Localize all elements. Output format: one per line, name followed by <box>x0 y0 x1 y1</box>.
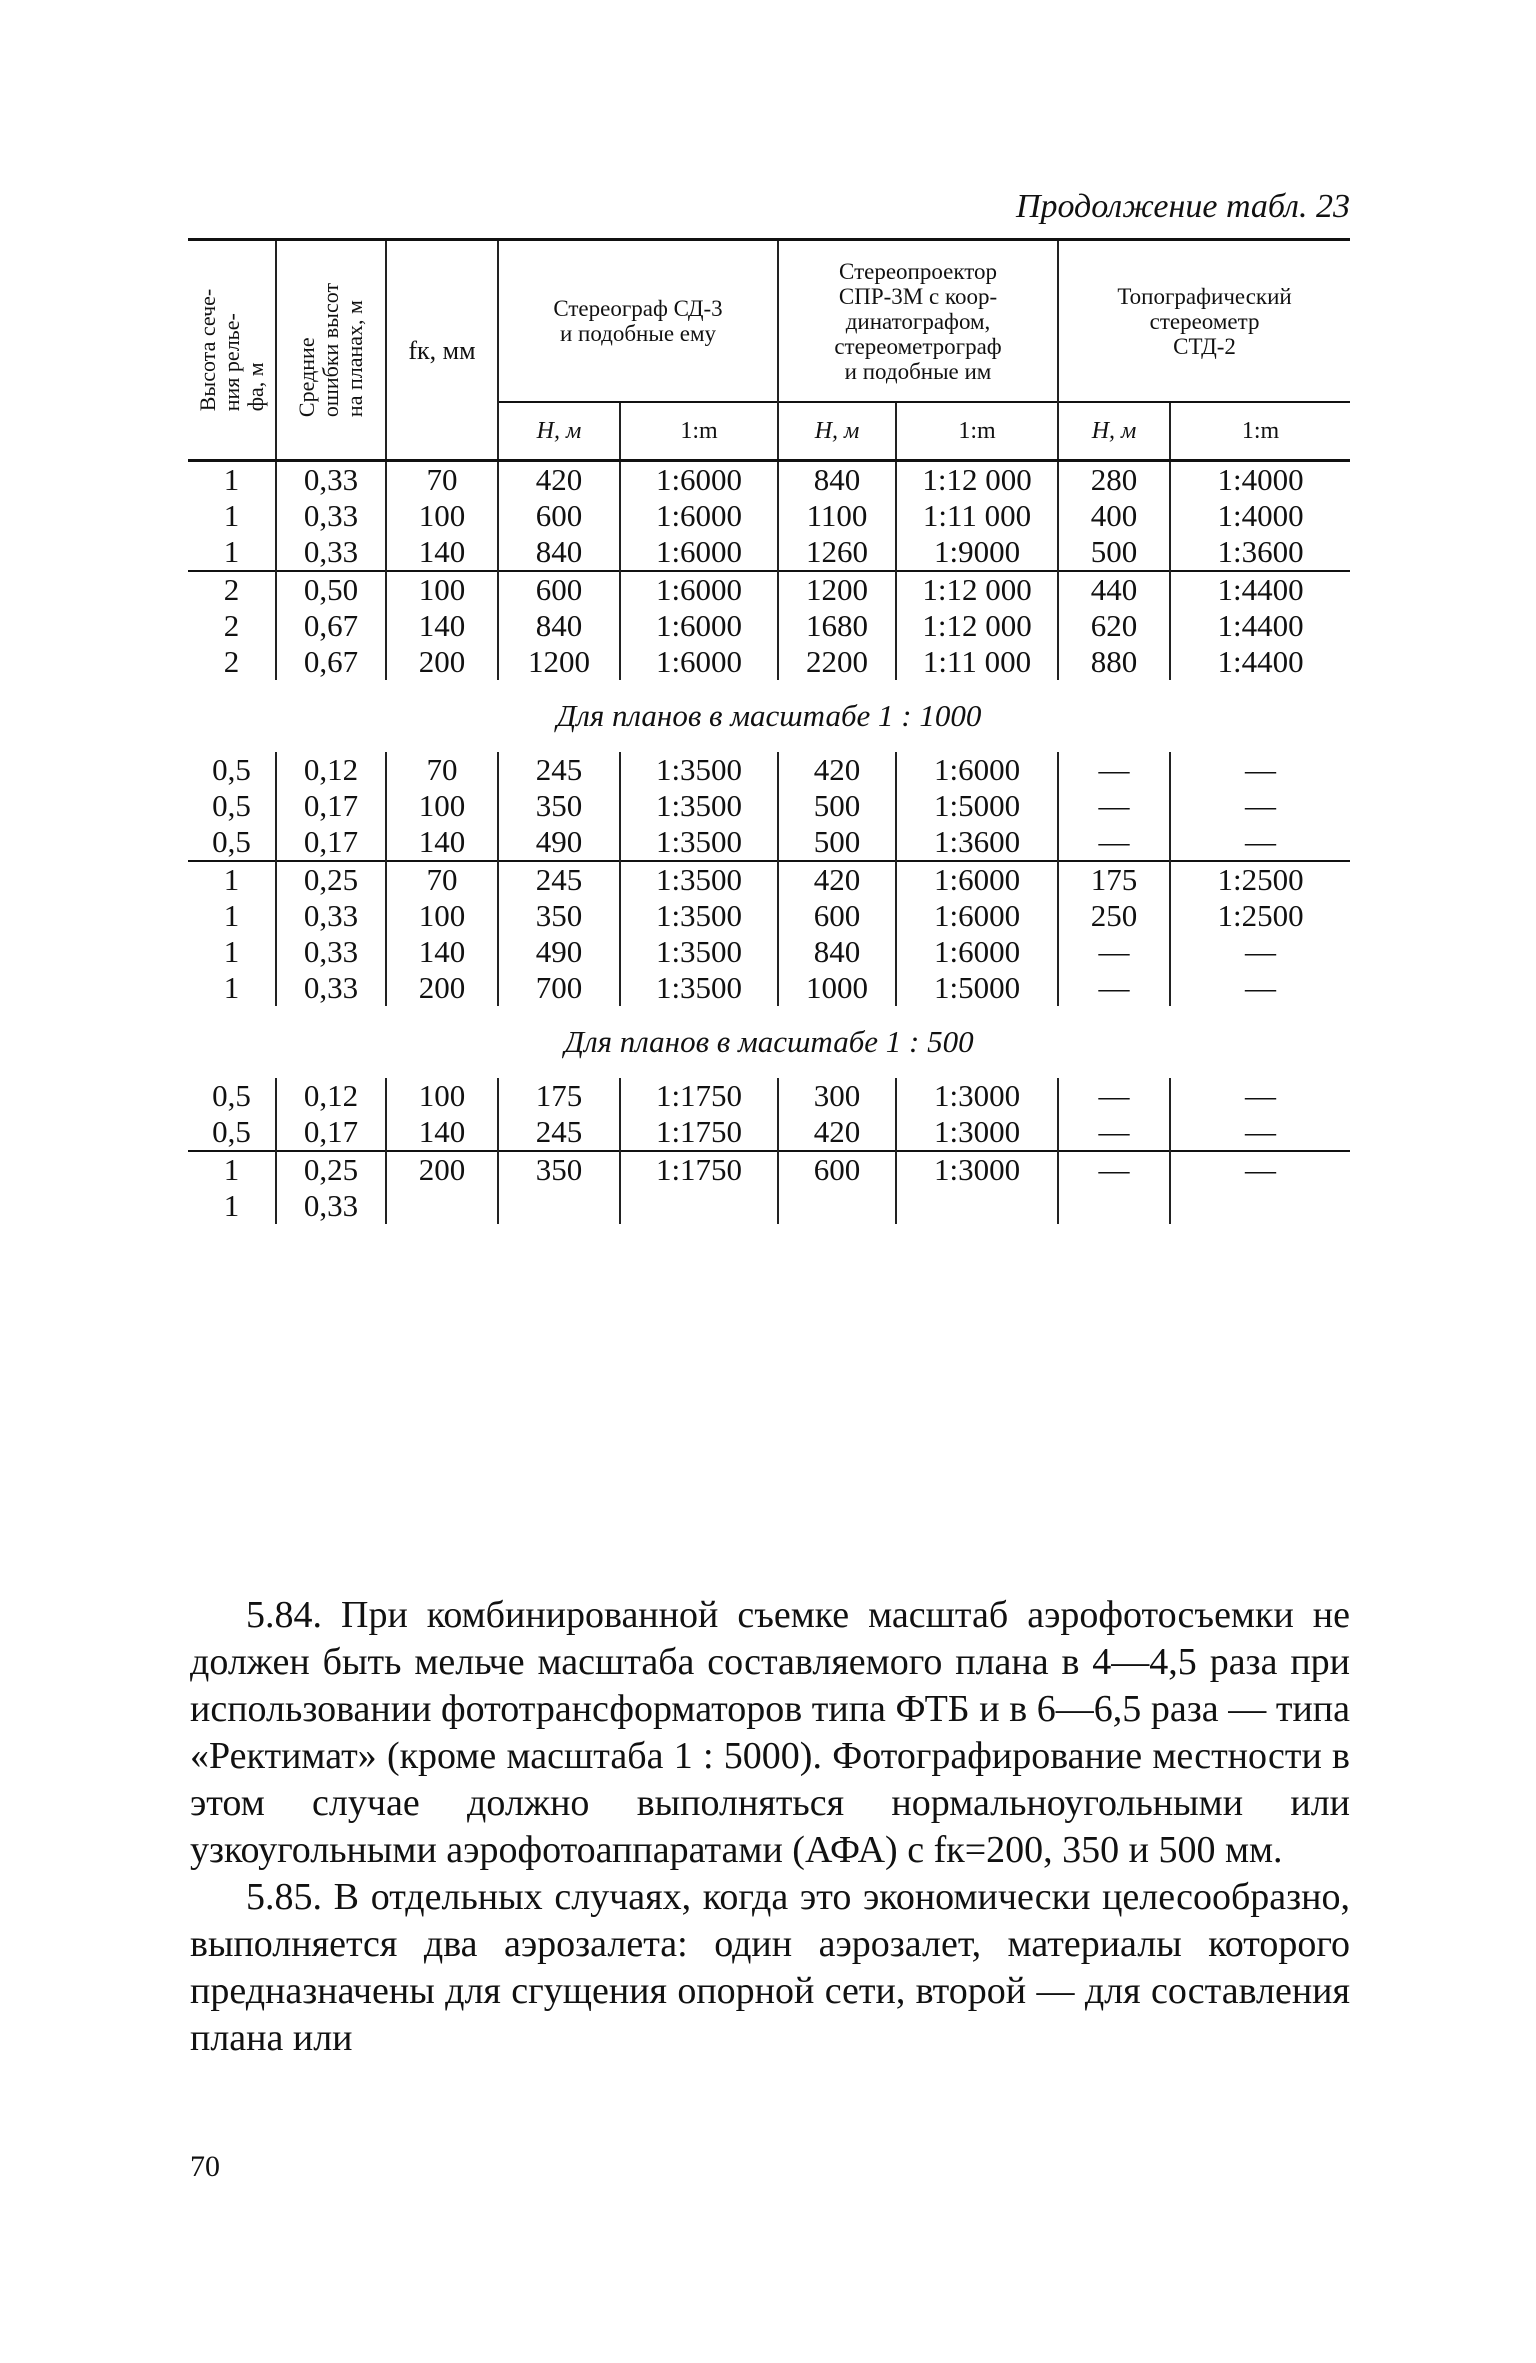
table-cell: 2 <box>223 572 240 607</box>
table-cell-column-7 <box>1058 861 1170 1006</box>
table-cell-column-1 <box>276 1078 386 1151</box>
table-row-group <box>188 571 1350 680</box>
table-cell: — <box>1245 970 1277 1005</box>
table-cell: 0,25 <box>303 1152 359 1187</box>
table-cell: 200 <box>418 970 466 1005</box>
table-cell-column-3 <box>498 461 620 572</box>
table-row-group <box>188 752 1350 861</box>
table-cell: 1:6000 <box>655 534 743 569</box>
table-cell: 1 <box>223 970 240 1005</box>
table-cell: 0,33 <box>303 934 359 969</box>
table-cell-column-4 <box>620 1078 778 1151</box>
paragraph-5-85: 5.85. В отдельных случаях, когда это экономически целесообразно, выполняется два аэрозалета: один аэрозалет, материалы которого предназначены для сгущения опорной сети, второй — для составления плана или <box>190 1876 1350 2059</box>
table-cell: 100 <box>418 898 466 933</box>
subheader-H: Н, м <box>498 402 620 461</box>
subheader-scale: 1:m <box>1170 402 1350 461</box>
table-cell: 1:3600 <box>933 824 1021 859</box>
table-cell: 1100 <box>806 498 868 533</box>
table-cell: 620 <box>1090 608 1138 643</box>
table-cell: 0,67 <box>303 644 359 679</box>
table-cell-column-7 <box>1058 571 1170 680</box>
table-cell: 490 <box>535 824 583 859</box>
table-cell: 1:12 000 <box>922 462 1032 497</box>
table-cell: 1:4000 <box>1217 498 1304 533</box>
table-cell-column-3 <box>498 861 620 1006</box>
table-cell: 400 <box>1090 498 1138 533</box>
caption-text: Для планов в масштабе 1 : 1000 <box>556 698 982 733</box>
table-cell: 420 <box>813 752 861 787</box>
table-cell: 350 <box>535 1152 583 1187</box>
table-row-group <box>188 461 1350 572</box>
table-cell: 280 <box>1090 462 1138 497</box>
table-cell-column-4 <box>620 752 778 861</box>
table-cell: 350 <box>535 898 583 933</box>
table-cell-column-7 <box>1058 461 1170 572</box>
table-cell: 200 <box>418 1152 466 1187</box>
table-cell <box>1171 1188 1350 1224</box>
table-cell: 1:4400 <box>1217 572 1304 607</box>
table-cell: 1:3500 <box>655 898 743 933</box>
table-cell: 245 <box>535 1114 583 1149</box>
table-cell-column-5 <box>778 571 896 680</box>
header-fk: fк, мм <box>386 240 498 461</box>
paragraph-5-84: 5.84. При комбинированной съемке масштаб аэрофотосъемки не должен быть мельче масштаба составляемого плана в 4—4,5 раза при использовании фототрансформаторов типа ФТБ и в 6—6,5 раза — типа «Ректимат» (кроме масштаба 1 : 5000). Фотографирование местности в этом случае должно выполняться нормальноугольными или узкоугольными аэрофотоаппаратами (АФА) с fк=200, 350 и 500 мм. <box>190 1594 1350 1871</box>
table-cell: 245 <box>535 752 583 787</box>
table-cell: 0,67 <box>303 608 359 643</box>
table-cell: 100 <box>418 572 466 607</box>
table-cell: 200 <box>418 644 466 679</box>
table-cell: 1 <box>223 462 240 497</box>
subheader-H: Н, м <box>778 402 896 461</box>
table-cell: — <box>1245 1152 1277 1187</box>
table-cell: 0,33 <box>303 534 359 569</box>
table-cell: 1:3500 <box>655 934 743 969</box>
table-cell-column-6 <box>896 1078 1058 1151</box>
table-cell: 500 <box>1090 534 1138 569</box>
table-cell-column-5 <box>778 752 896 861</box>
table-cell-column-1 <box>276 461 386 572</box>
table-cell: 1 <box>223 1152 240 1187</box>
table-cell: 0,33 <box>303 498 359 533</box>
table-cell: 0,12 <box>303 752 359 787</box>
header-instrument-1: Стереограф СД-3 и подобные ему <box>498 240 778 403</box>
table-cell <box>1059 1188 1169 1224</box>
table-cell: 1:4400 <box>1217 608 1304 643</box>
table-cell: 0,5 <box>212 1078 251 1113</box>
table-cell-column-2 <box>386 1078 498 1151</box>
table-cell: 1:6000 <box>933 862 1021 897</box>
table-cell: — <box>1098 1152 1130 1187</box>
table-cell-column-6 <box>896 752 1058 861</box>
table-cell: 1:3000 <box>933 1114 1021 1149</box>
table-cell-column-5 <box>778 1151 896 1224</box>
table-cell: 500 <box>813 788 861 823</box>
table-cell: 0,17 <box>303 824 359 859</box>
table-cell: 1:2500 <box>1217 898 1304 933</box>
table-cell: 1:11 000 <box>922 498 1032 533</box>
table-cell: — <box>1098 752 1130 787</box>
table-cell-column-8 <box>1170 1151 1350 1224</box>
table-cell: 880 <box>1090 644 1138 679</box>
table-cell: 0,33 <box>303 898 359 933</box>
table-cell: 1:4400 <box>1217 644 1304 679</box>
table-cell: — <box>1245 1114 1277 1149</box>
table-cell: 1 <box>223 898 240 933</box>
table-cell-column-2 <box>386 861 498 1006</box>
table-cell: 1:3500 <box>655 862 743 897</box>
table-cell: 100 <box>418 498 466 533</box>
table-cell: 1:11 000 <box>922 644 1032 679</box>
table-cell-column-6 <box>896 461 1058 572</box>
table-cell-column-0 <box>188 461 276 572</box>
table-cell: 840 <box>535 608 583 643</box>
table-cell: 1:3000 <box>933 1078 1021 1113</box>
table-cell-column-0 <box>188 1151 276 1224</box>
table-cell-column-5 <box>778 1078 896 1151</box>
table-cell-column-0 <box>188 861 276 1006</box>
table-cell: 0,50 <box>303 572 359 607</box>
table-cell: 1:1750 <box>655 1152 743 1187</box>
table-cell-column-8 <box>1170 752 1350 861</box>
table-row-group <box>188 1151 1350 1224</box>
table-cell: 1 <box>223 934 240 969</box>
table-cell: 420 <box>813 1114 861 1149</box>
table-cell-column-2 <box>386 461 498 572</box>
table-cell: 0,33 <box>303 462 359 497</box>
table-cell-column-1 <box>276 752 386 861</box>
table-cell-column-3 <box>498 571 620 680</box>
table-cell: 0,25 <box>303 862 359 897</box>
table-cell: 1 <box>223 534 240 569</box>
table-cell: 1:5000 <box>933 970 1021 1005</box>
table-cell: 840 <box>535 534 583 569</box>
table-cell: 1:6000 <box>933 752 1021 787</box>
table-cell: 1 <box>223 1188 240 1223</box>
table-cell-column-7 <box>1058 1151 1170 1224</box>
table-cell-column-1 <box>276 1151 386 1224</box>
table-cell: 70 <box>426 462 458 497</box>
table-cell: — <box>1098 970 1130 1005</box>
table-cell-column-4 <box>620 1151 778 1224</box>
table-cell: 300 <box>813 1078 861 1113</box>
table-cell: 440 <box>1090 572 1138 607</box>
table-cell: — <box>1245 1078 1277 1113</box>
table-cell: 140 <box>418 534 466 569</box>
table-cell-column-6 <box>896 861 1058 1006</box>
table-cell: 175 <box>1090 862 1138 897</box>
table-cell-column-3 <box>498 1151 620 1224</box>
table-cell <box>499 1188 619 1224</box>
table-cell: 1:3500 <box>655 970 743 1005</box>
table-cell: 1:9000 <box>933 534 1021 569</box>
table-cell-column-8 <box>1170 861 1350 1006</box>
table-cell: — <box>1098 788 1130 823</box>
table-cell: — <box>1098 934 1130 969</box>
table-cell: 1:1750 <box>655 1078 743 1113</box>
header-instrument-2: Стереопроектор СПР-3М с коор- динатографом, стереометрограф и подобные им <box>778 240 1058 403</box>
table-cell-column-6 <box>896 571 1058 680</box>
table-cell: 1:3500 <box>655 788 743 823</box>
table-cell: — <box>1245 934 1277 969</box>
table-cell-column-0 <box>188 1078 276 1151</box>
table-cell <box>621 1188 777 1224</box>
table-cell: 700 <box>535 970 583 1005</box>
table-cell <box>897 1188 1057 1224</box>
table-cell: 2 <box>223 644 240 679</box>
table-cell-column-4 <box>620 571 778 680</box>
table-cell: 140 <box>418 934 466 969</box>
table-cell: 1:6000 <box>655 644 743 679</box>
table-cell: 0,5 <box>212 824 251 859</box>
table-cell: 1:3000 <box>933 1152 1021 1187</box>
table-cell: 100 <box>418 788 466 823</box>
table-cell-column-8 <box>1170 571 1350 680</box>
table-cell: 420 <box>535 462 583 497</box>
table-continuation-label: Продолжение табл. 23 <box>1015 188 1350 225</box>
table-cell: 1:6000 <box>655 462 743 497</box>
table-cell: 1200 <box>806 572 869 607</box>
table-section-caption <box>188 680 1350 752</box>
table-cell <box>779 1188 895 1224</box>
table-cell-column-4 <box>620 461 778 572</box>
table-cell: 1:4000 <box>1217 462 1304 497</box>
table-cell: — <box>1098 1114 1130 1149</box>
table-cell: 140 <box>418 824 466 859</box>
table-cell: 245 <box>535 862 583 897</box>
caption-text: Для планов в масштабе 1 : 500 <box>564 1024 974 1059</box>
table-cell: 1:12 000 <box>922 608 1032 643</box>
table-cell-column-2 <box>386 1151 498 1224</box>
table-cell-column-8 <box>1170 1078 1350 1151</box>
table-cell-column-2 <box>386 571 498 680</box>
table-cell-column-8 <box>1170 461 1350 572</box>
table-cell: — <box>1245 752 1277 787</box>
table-cell-column-3 <box>498 1078 620 1151</box>
table-cell: 2200 <box>806 644 869 679</box>
table-cell: 70 <box>426 752 458 787</box>
table-cell: 250 <box>1090 898 1138 933</box>
table-cell: 100 <box>418 1078 466 1113</box>
table-cell: 840 <box>813 462 861 497</box>
page-number: 70 <box>190 2150 220 2183</box>
table-cell-column-1 <box>276 571 386 680</box>
table-cell <box>387 1188 497 1224</box>
header-errors: Средние ошибки высот на планах, м <box>276 240 386 461</box>
table-cell: 1 <box>223 498 240 533</box>
table-cell: 70 <box>426 862 458 897</box>
table-cell-column-0 <box>188 752 276 861</box>
table-cell: — <box>1245 824 1277 859</box>
table-cell: 1:3600 <box>1217 534 1304 569</box>
table-cell: 0,5 <box>212 788 251 823</box>
table-cell: 1:2500 <box>1217 862 1304 897</box>
table-cell-column-3 <box>498 752 620 861</box>
header-height: Высота сече- ния релье- фа, м <box>188 240 276 461</box>
table-cell: 1:6000 <box>933 934 1021 969</box>
body-text <box>190 1592 1350 2062</box>
table-cell: 1:6000 <box>655 572 743 607</box>
table-section-caption <box>188 1006 1350 1078</box>
table-cell: 1000 <box>806 970 869 1005</box>
table-cell: 175 <box>535 1078 583 1113</box>
table-cell-column-0 <box>188 571 276 680</box>
table-cell: 500 <box>813 824 861 859</box>
data-table <box>188 238 1350 1224</box>
table-cell-column-5 <box>778 861 896 1006</box>
table-cell-column-1 <box>276 861 386 1006</box>
table-cell: 1:6000 <box>655 498 743 533</box>
table-cell: 1260 <box>806 534 869 569</box>
table-cell-column-7 <box>1058 752 1170 861</box>
table-cell: 1 <box>223 862 240 897</box>
table-cell-column-2 <box>386 752 498 861</box>
table-cell: 0,33 <box>303 1188 359 1223</box>
table-cell: 1:5000 <box>933 788 1021 823</box>
table-cell: 600 <box>535 498 583 533</box>
table-cell: 1:6000 <box>655 608 743 643</box>
table-cell: 840 <box>813 934 861 969</box>
table-cell: 350 <box>535 788 583 823</box>
table-cell: 2 <box>223 608 240 643</box>
subheader-scale: 1:m <box>620 402 778 461</box>
table-row-group <box>188 1078 1350 1151</box>
table-cell: 140 <box>418 608 466 643</box>
table-cell: 420 <box>813 862 861 897</box>
table-cell: — <box>1245 788 1277 823</box>
table-cell: 0,33 <box>303 970 359 1005</box>
table-cell: 1:3500 <box>655 824 743 859</box>
table-cell: 1:1750 <box>655 1114 743 1149</box>
table-cell-column-5 <box>778 461 896 572</box>
table-cell-column-6 <box>896 1151 1058 1224</box>
table-cell: 1680 <box>806 608 869 643</box>
table-cell-column-7 <box>1058 1078 1170 1151</box>
table-cell: 0,17 <box>303 1114 359 1149</box>
table-row-group <box>188 861 1350 1006</box>
table-cell: 0,12 <box>303 1078 359 1113</box>
table-cell: 600 <box>535 572 583 607</box>
table-cell: 490 <box>535 934 583 969</box>
subheader-scale: 1:m <box>896 402 1058 461</box>
table-cell: 1:3500 <box>655 752 743 787</box>
table-cell: 600 <box>813 898 861 933</box>
header-instrument-3: Топографический стереометр СТД-2 <box>1058 240 1350 403</box>
table-cell-column-4 <box>620 861 778 1006</box>
table-cell: 1:6000 <box>933 898 1021 933</box>
table-cell: 1200 <box>528 644 590 679</box>
table-cell: 600 <box>813 1152 861 1187</box>
table-cell: 0,17 <box>303 788 359 823</box>
table-cell: — <box>1098 824 1130 859</box>
table-cell: 1:12 000 <box>922 572 1032 607</box>
subheader-H: Н, м <box>1058 402 1170 461</box>
table-cell: 0,5 <box>212 1114 251 1149</box>
table-cell: 0,5 <box>212 752 251 787</box>
table-cell: 140 <box>418 1114 466 1149</box>
table-cell: — <box>1098 1078 1130 1113</box>
